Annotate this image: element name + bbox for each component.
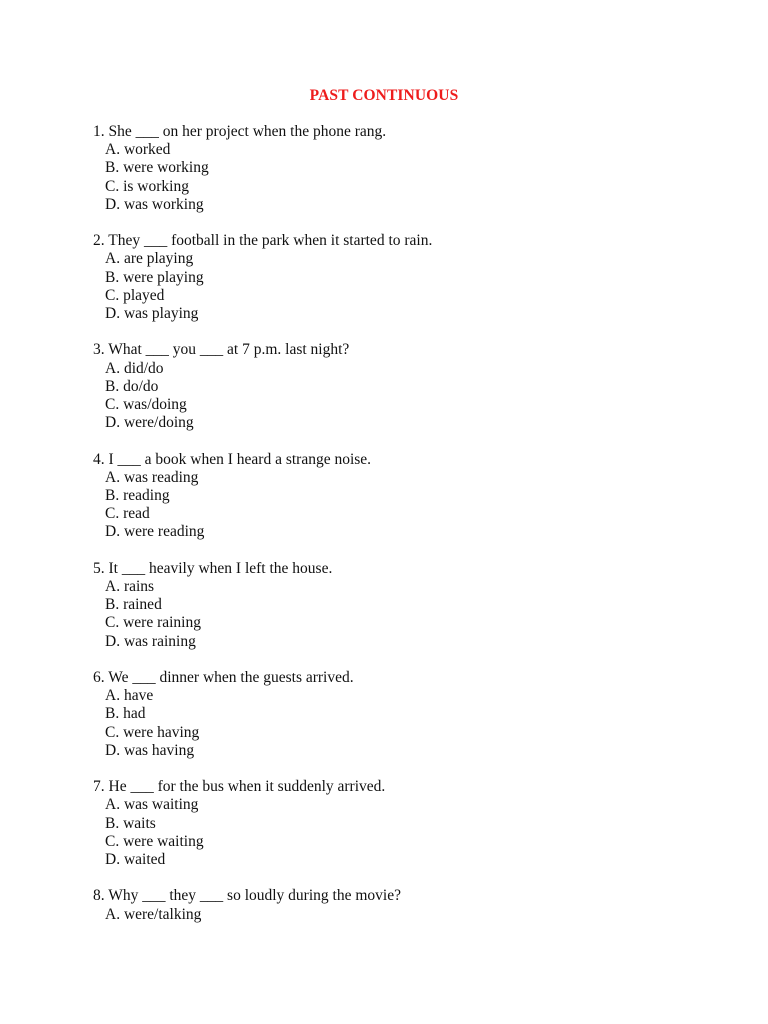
question-8	[93, 887, 713, 923]
question-1	[93, 123, 713, 214]
question-text: 6. We ___ dinner when the guests arrived.	[93, 669, 354, 687]
option-c: C. were waiting	[105, 832, 204, 850]
option-d: D. was raining	[105, 632, 196, 650]
option-b: B. do/do	[105, 377, 159, 395]
question-text: 2. They ___ football in the park when it started to rain.	[93, 232, 433, 250]
option-a: A. did/do	[105, 359, 164, 377]
option-a: A. was reading	[105, 468, 199, 486]
question-3	[93, 341, 713, 432]
option-c: C. were having	[105, 723, 200, 741]
option-b: B. waits	[105, 814, 156, 832]
option-b: B. were playing	[105, 268, 204, 286]
option-a: A. are playing	[105, 250, 194, 268]
option-a: A. were/talking	[105, 905, 202, 923]
option-c: C. were raining	[105, 614, 201, 632]
question-text: 1. She ___ on her project when the phone rang.	[93, 123, 387, 140]
option-b: B. had	[105, 705, 146, 723]
option-d: D. were reading	[105, 523, 205, 541]
option-a: A. rains	[105, 578, 155, 596]
question-text: 8. Why ___ they ___ so loudly during the movie?	[93, 887, 401, 905]
page-title: PAST CONTINUOUS	[309, 87, 459, 104]
option-b: B. were working	[105, 159, 209, 177]
option-a: A. was waiting	[105, 796, 199, 814]
option-b: B. rained	[105, 596, 162, 614]
option-d: D. waited	[105, 851, 166, 869]
question-7	[93, 778, 713, 869]
question-4	[93, 451, 713, 542]
question-text: 4. I ___ a book when I heard a strange noise.	[93, 450, 372, 468]
option-d: D. were/doing	[105, 414, 194, 432]
question-text: 5. It ___ heavily when I left the house.	[93, 559, 333, 577]
option-d: D. was playing	[105, 305, 199, 323]
question-6	[93, 669, 713, 760]
question-5	[93, 560, 713, 651]
question-2	[93, 232, 713, 323]
option-a: A. worked	[105, 141, 171, 159]
option-c: C. is working	[105, 177, 189, 195]
option-c: C. was/doing	[105, 396, 187, 414]
question-list	[93, 123, 713, 942]
option-a: A. have	[105, 687, 154, 705]
option-c: C. read	[105, 505, 150, 523]
question-text: 7. He ___ for the bus when it suddenly arrived.	[93, 778, 386, 796]
option-d: D. was working	[105, 195, 204, 213]
question-text: 3. What ___ you ___ at 7 p.m. last night?	[93, 341, 350, 359]
option-c: C. played	[105, 286, 165, 304]
option-b: B. reading	[105, 487, 170, 505]
option-d: D. was having	[105, 741, 195, 759]
